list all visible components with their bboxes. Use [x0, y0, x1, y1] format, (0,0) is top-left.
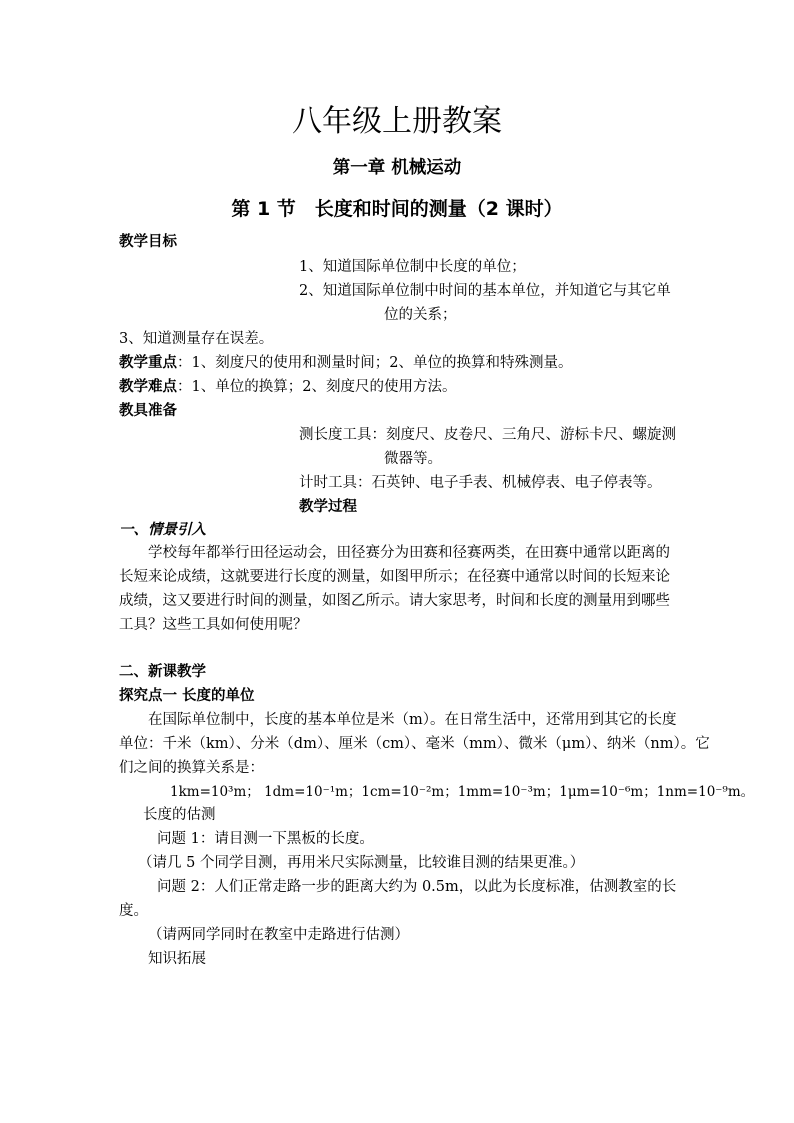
new-lesson-heading: 二、新课教学 — [119, 664, 206, 680]
intro-paragraph-line-3: 成绩，这又要进行时间的测量，如图乙所示。请大家思考，时间和长度的测量用到哪些 — [119, 593, 670, 609]
length-tools-line-1: 测长度工具：刻度尺、皮卷尺、三角尺、游标卡尺、螺旋测 — [299, 427, 676, 443]
unit-paragraph-line-3: 们之间的换算关系是： — [119, 760, 264, 776]
intro-heading-text: 一、情景引入 — [119, 522, 206, 538]
unit-conversions: 1km=10³m； 1dm=10⁻¹m；1cm=10⁻²m；1mm=10⁻³m；1μm=10⁻⁶m；1nm=10⁻⁹m。 — [170, 784, 755, 800]
process-heading: 教学过程 — [299, 499, 357, 515]
chapter-title: 第一章 机械运动 — [332, 158, 462, 178]
question-2-line-2: 度。 — [119, 903, 148, 919]
intro-paragraph-line-2: 长短来论成绩，这就要进行长度的测量，如图甲所示；在径赛中通常以时间的长短来论 — [119, 569, 670, 585]
question-1: 问题 1：请目测一下黑板的长度。 — [157, 831, 374, 847]
time-tools-line: 计时工具：石英钟、电子手表、机械停表、电子停表等。 — [299, 475, 662, 491]
key-points-line — [119, 353, 572, 373]
inquiry-point-heading: 探究点一 长度的单位 — [119, 688, 255, 704]
unit-paragraph-line-2: 单位：千米（km）、分米（dm）、厘米（cm）、毫米（mm）、微米（μm）、纳米（nm）。它 — [119, 736, 710, 752]
goal-item-3: 3、知道测量存在误差。 — [119, 331, 274, 347]
length-tools-line-2: 微器等。 — [384, 451, 442, 467]
difficulties-line — [119, 377, 456, 397]
section-title: 第 1 节 长度和时间的测量（2 课时） — [231, 198, 563, 220]
key-points-text: ：1、刻度尺的使用和测量时间；2、单位的换算和特殊测量。 — [177, 355, 573, 371]
goal-item-1: 1、知道国际单位制中长度的单位； — [299, 259, 526, 275]
goals-heading: 教学目标 — [119, 234, 177, 250]
unit-paragraph-line-1: 在国际单位制中，长度的基本单位是米（m）。在日常生活中，还常用到其它的长度 — [148, 712, 677, 728]
goal-item-2-line-1: 2、知道国际单位制中时间的基本单位，并知道它与其它单 — [299, 283, 671, 299]
question-2-line-1: 问题 2：人们正常走路一步的距离大约为 0.5m，以此为长度标准，估测教室的长 — [157, 879, 677, 895]
key-points-label: 教学重点 — [119, 355, 177, 371]
intro-paragraph-line-1: 学校每年都举行田径运动会，田径赛分为田赛和径赛两类，在田赛中通常以距离的 — [148, 545, 670, 561]
intro-paragraph-line-4: 工具？这些工具如何使用呢？ — [119, 617, 308, 633]
estimate-heading: 长度的估测 — [143, 807, 216, 823]
knowledge-extension: 知识拓展 — [148, 951, 206, 967]
question-2-note: （请两同学同时在教室中走路进行估测） — [148, 927, 409, 943]
intro-heading — [119, 520, 206, 540]
goal-item-2-line-2: 位的关系； — [384, 307, 457, 323]
difficulties-text: ：1、单位的换算；2、刻度尺的使用方法。 — [177, 379, 457, 395]
difficulties-label: 教学难点 — [119, 379, 177, 395]
question-1-note: （请几 5 个同学目测，再用米尺实际测量，比较谁目测的结果更准。） — [138, 855, 585, 871]
tools-heading: 教具准备 — [119, 403, 177, 419]
document-title: 八年级上册教案 — [292, 104, 502, 139]
